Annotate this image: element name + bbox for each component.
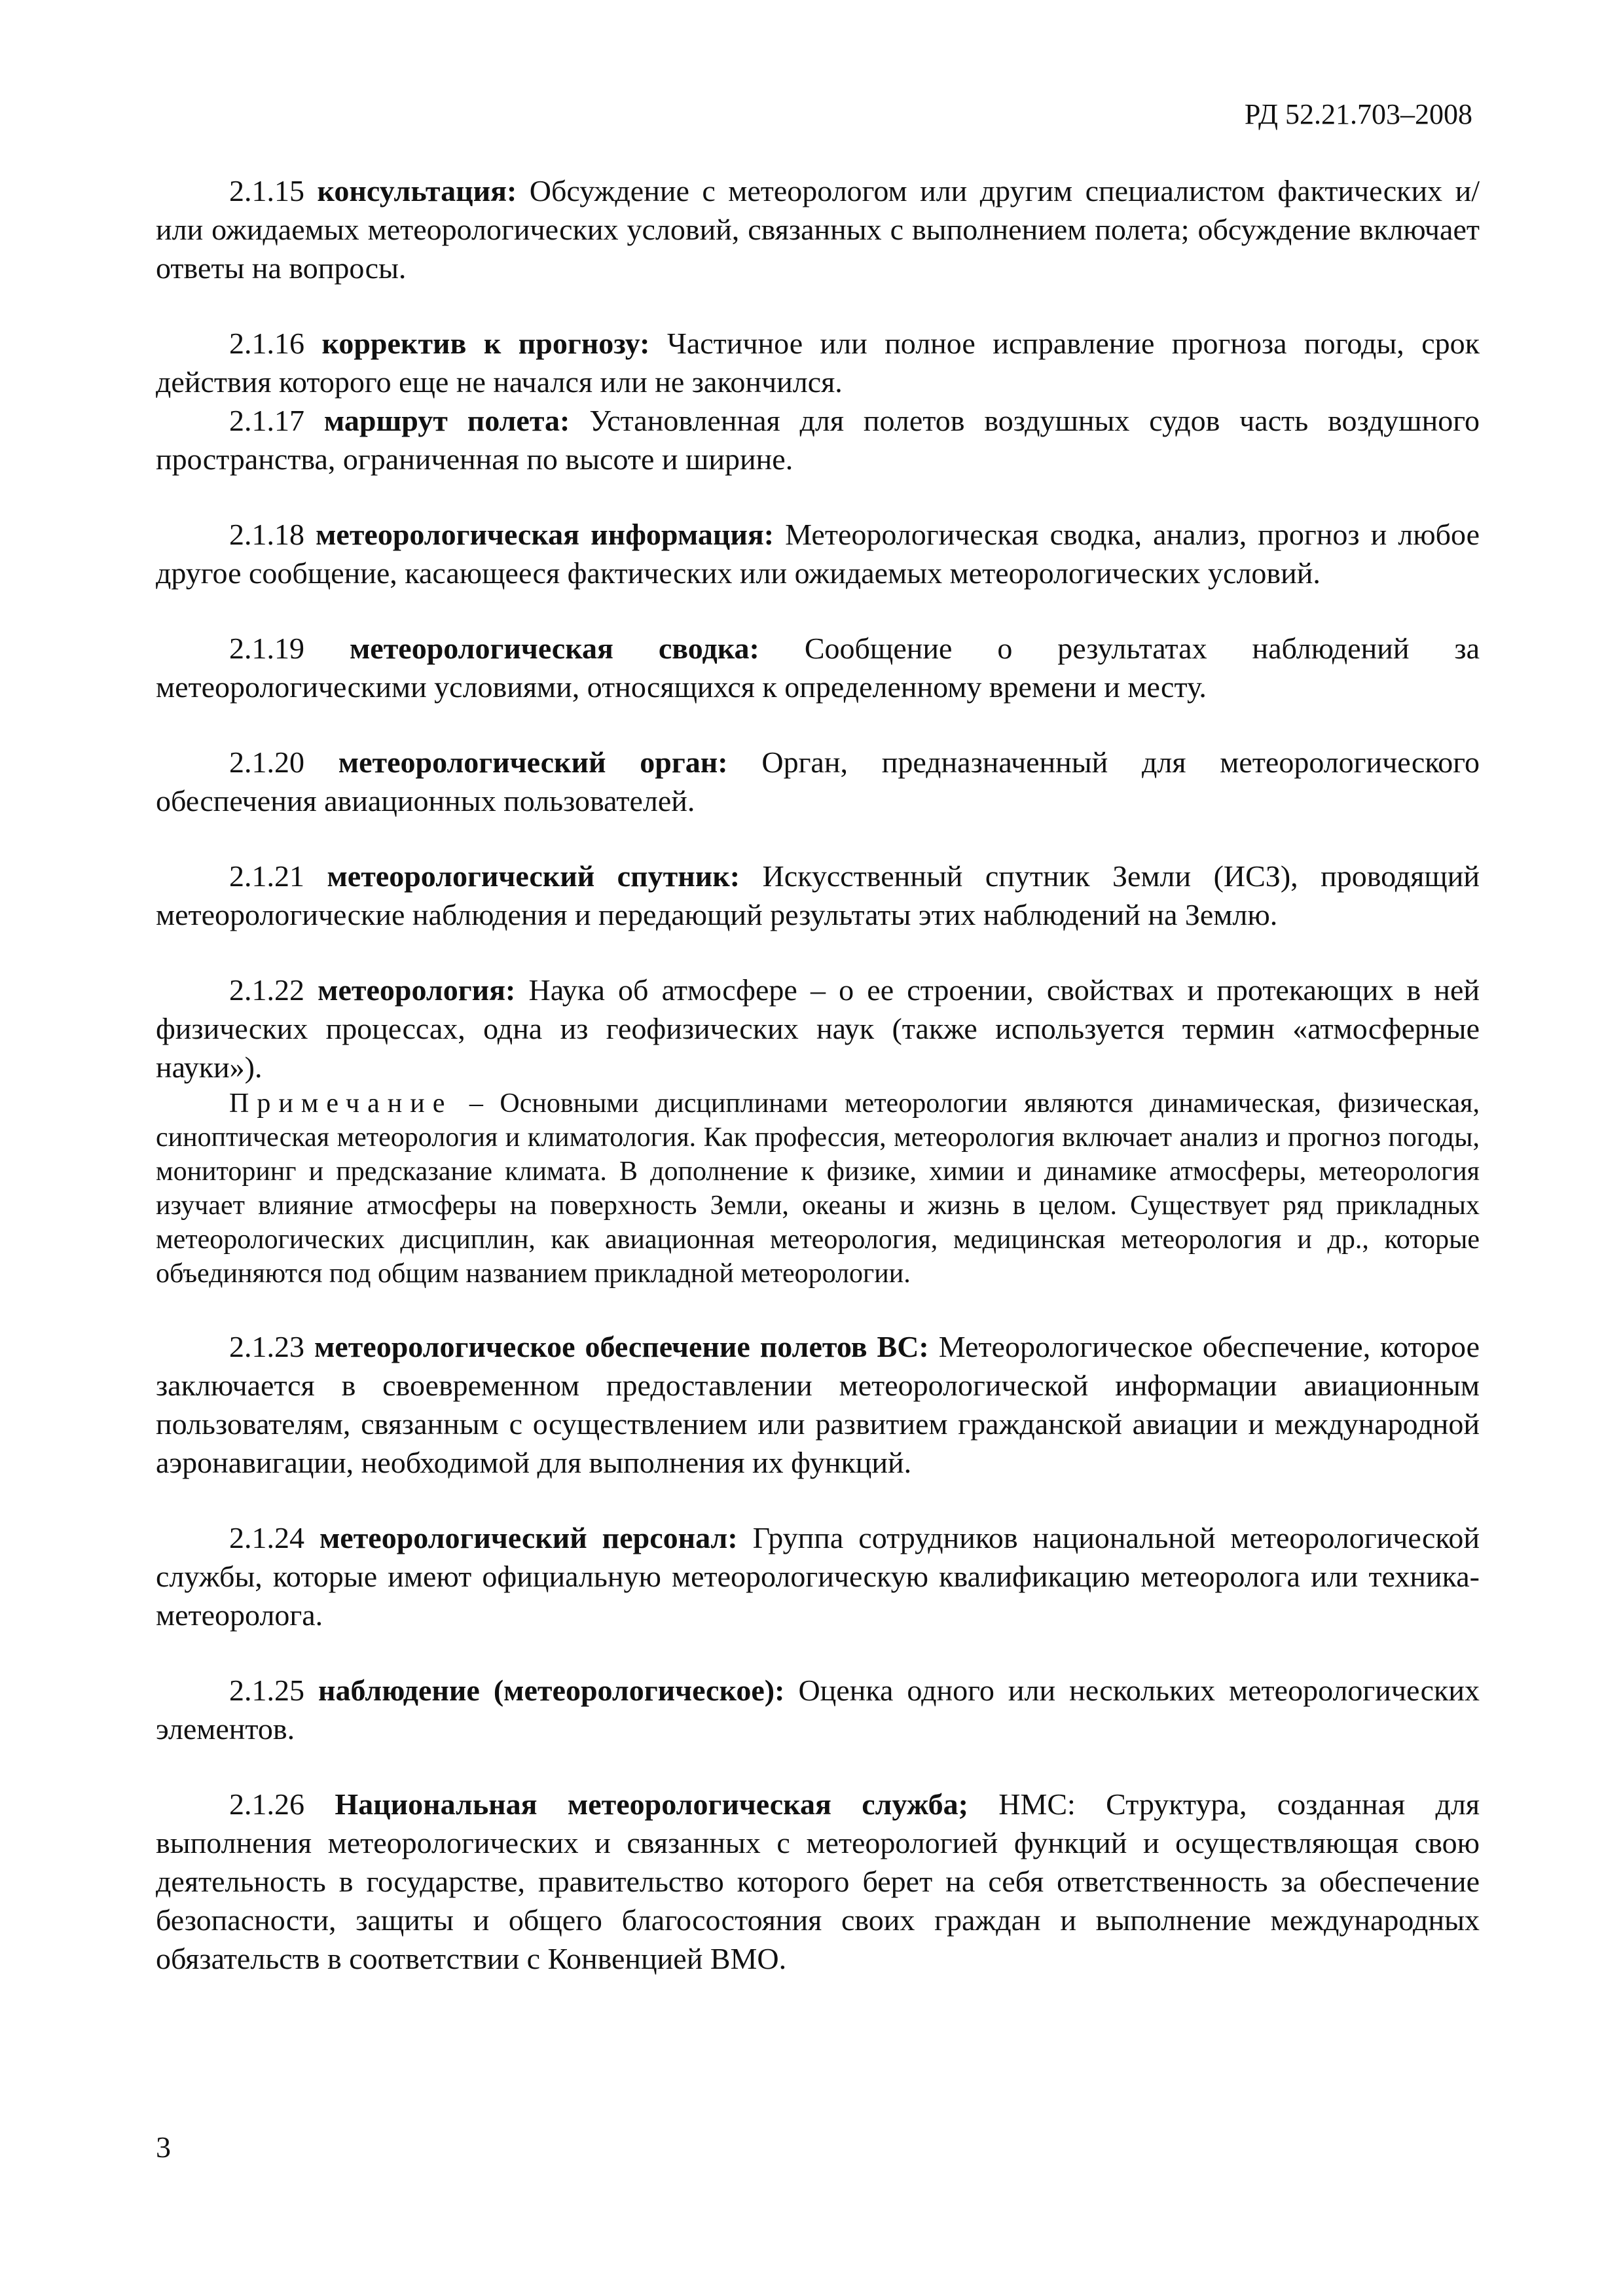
definition-term: наблюдение (метеорологическое): xyxy=(318,1674,785,1707)
definition-2-1-17 xyxy=(156,401,1480,478)
definition-2-1-24 xyxy=(156,1518,1480,1634)
definition-text: Сообщение о результатах наблюдений за метеорологическими условиями, относящихся к определенному времени и месту. xyxy=(156,632,1480,704)
definition-number: 2.1.19 xyxy=(229,632,304,665)
definition-term: метеорология: xyxy=(318,973,516,1007)
page-content xyxy=(156,171,1480,1978)
definition-number: 2.1.18 xyxy=(229,518,304,551)
note-block xyxy=(156,1086,1480,1291)
definition-number: 2.1.20 xyxy=(229,745,304,779)
definition-term: метеорологический спутник: xyxy=(327,859,740,893)
definition-number: 2.1.25 xyxy=(229,1674,304,1707)
definition-2-1-23 xyxy=(156,1327,1480,1482)
definition-term: корректив к прогнозу: xyxy=(321,327,650,360)
definition-text: Наука об атмосфере – о ее строении, свойствах и протекающих в ней физических процессах, одна из геофизических наук (также используется термин «атмосферные науки»). xyxy=(156,973,1480,1084)
definition-number: 2.1.26 xyxy=(229,1787,304,1821)
definition-number: 2.1.15 xyxy=(229,174,304,207)
definition-2-1-26 xyxy=(156,1785,1480,1978)
definition-term: метеорологический орган: xyxy=(338,745,728,779)
definition-number: 2.1.22 xyxy=(229,973,304,1007)
definition-number: 2.1.24 xyxy=(229,1521,304,1554)
note-label: Примечание xyxy=(229,1088,453,1119)
definition-2-1-16 xyxy=(156,324,1480,401)
definition-2-1-25 xyxy=(156,1671,1480,1748)
definition-text: Искусственный спутник Земли (ИСЗ), проводящий метеорологические наблюдения и передающий результаты этих наблюдений на Землю. xyxy=(156,859,1480,931)
definition-term: метеорологическое обеспечение полетов ВС: xyxy=(314,1330,929,1363)
page-number: 3 xyxy=(156,2130,171,2164)
definition-text: Группа сотрудников национальной метеорологической службы, которые имеют официальную метеорологическую квалификацию метеоролога или техника-метеоролога. xyxy=(156,1521,1480,1632)
definition-2-1-20 xyxy=(156,743,1480,820)
definition-text: Обсуждение с метеорологом или другим специалистом фактических и/или ожидаемых метеорологических условий, связанных с выполнением полета; обсуждение включает ответы на вопросы. xyxy=(156,174,1480,285)
definition-2-1-18 xyxy=(156,515,1480,592)
definition-term: Национальная метеорологическая служба; xyxy=(335,1787,968,1821)
definition-text: Оценка одного или нескольких метеорологических элементов. xyxy=(156,1674,1480,1746)
definition-text: Орган, предназначенный для метеорологического обеспечения авиационных пользователей. xyxy=(156,745,1480,817)
definition-text: Частичное или полное исправление прогноза погоды, срок действия которого еще не начался или не закончился. xyxy=(156,327,1480,399)
definition-text: Метеорологическое обеспечение, которое заключается в своевременном предоставлении метеорологической информации авиационным пользователям, связанным с осуществлением или развитием гражданской авиации и международной аэронавигации, необходимой для выполнения их функций. xyxy=(156,1330,1480,1479)
definition-number: 2.1.16 xyxy=(229,327,304,360)
definition-term: метеорологическая сводка: xyxy=(349,632,759,665)
note-paragraph xyxy=(156,1086,1480,1291)
definition-text: НМС: Структура, созданная для выполнения метеорологических и связанных с метеорологией функций и осуществляющая свою деятельность в государстве, правительство которого берет на себя ответственность за обеспечение безопасности, защиты и общего благосостояния своих граждан и выполнение международных обязательств в соответствии с Конвенцией ВМО. xyxy=(156,1787,1480,1975)
definition-number: 2.1.21 xyxy=(229,859,304,893)
definition-text: Метеорологическая сводка, анализ, прогноз и любое другое сообщение, касающееся фактических или ожидаемых метеорологических условий. xyxy=(156,518,1480,590)
note-text: – Основными дисциплинами метеорологии являются динамическая, физическая, синоптическая метеорология и климатология. Как профессия, метеорология включает анализ и прогноз погоды, мониторинг и предсказание климата. В дополнение к физике, химии и динамике атмосферы, метеорология изучает влияние атмосферы на поверхность Земли, океаны и жизнь в целом. Существует ряд прикладных метеорологических дисциплин, как авиационная метеорология, медицинская метеорология и др., которые объединяются под общим названием прикладной метеорологии. xyxy=(156,1088,1480,1289)
definition-number: 2.1.17 xyxy=(229,404,304,437)
definition-term: метеорологический персонал: xyxy=(319,1521,738,1554)
definition-term: маршрут полета: xyxy=(323,404,570,437)
definition-2-1-19 xyxy=(156,629,1480,706)
definition-2-1-21 xyxy=(156,857,1480,934)
definition-2-1-15 xyxy=(156,171,1480,287)
definition-term: метеорологическая информация: xyxy=(316,518,775,551)
definition-term: консультация: xyxy=(317,174,517,207)
definition-text: Установленная для полетов воздушных судов часть воздушного пространства, ограниченная по высоте и ширине. xyxy=(156,404,1480,476)
document-code: РД 52.21.703–2008 xyxy=(1244,98,1472,130)
definition-number: 2.1.23 xyxy=(229,1330,304,1363)
definition-2-1-22 xyxy=(156,971,1480,1086)
